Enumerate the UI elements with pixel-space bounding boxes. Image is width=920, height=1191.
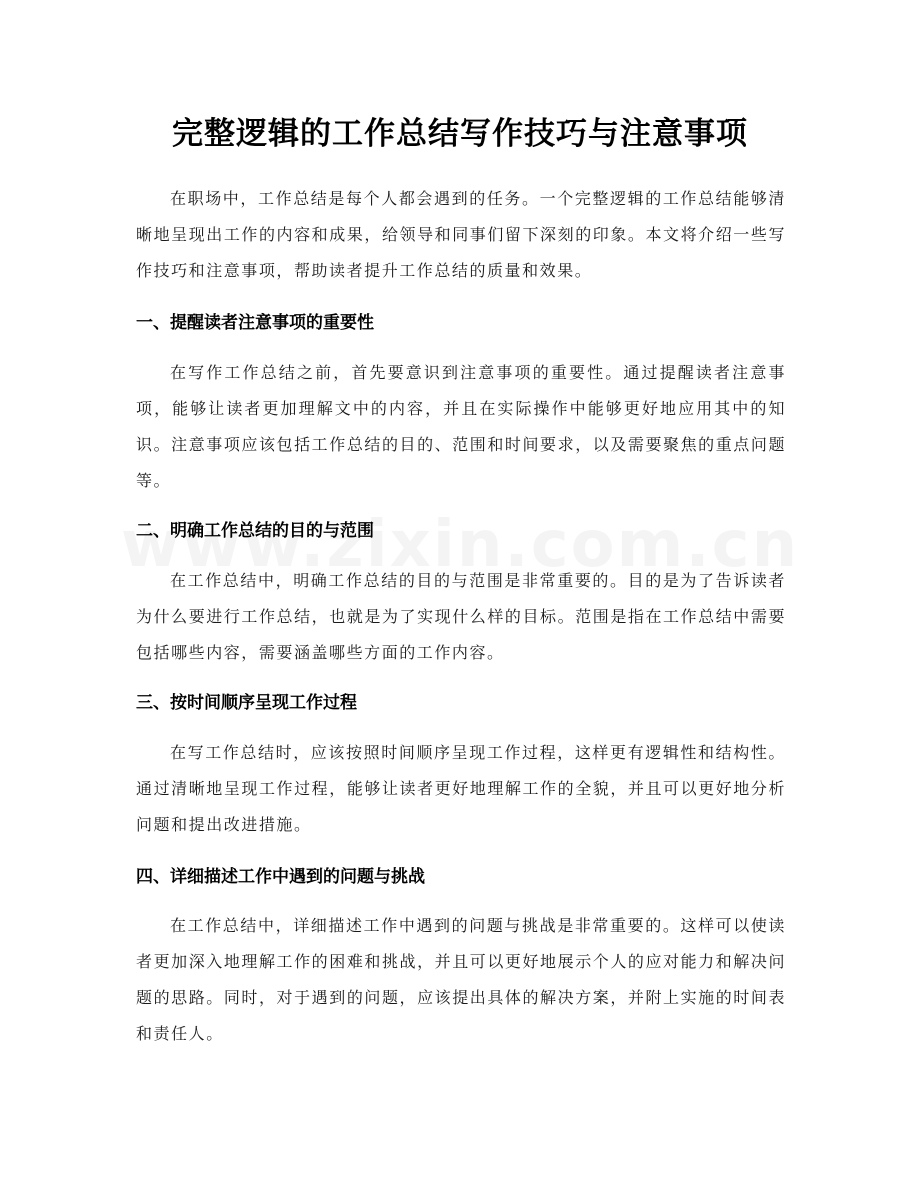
section-heading-3: 三、按时间顺序呈现工作过程 — [136, 693, 357, 713]
section-heading-4: 四、详细描述工作中遇到的问题与挑战 — [136, 867, 425, 887]
section-heading-1: 一、提醒读者注意事项的重要性 — [136, 313, 374, 333]
section-body-2: 在工作总结中，明确工作总结的目的与范围是非常重要的。目的是为了告诉读者为什么要进行工作总结，也就是为了实现什么样的目标。范围是指在工作总结中需要包括哪些内容，需要涵盖哪些方面的工作内容。 — [136, 571, 786, 662]
section-body-3: 在写工作总结时，应该按照时间顺序呈现工作过程，这样更有逻辑性和结构性。通过清晰地呈现工作过程，能够让读者更好地理解工作的全貌，并且可以更好地分析问题和提出改进措施。 — [136, 743, 786, 834]
section-heading-2: 二、明确工作总结的目的与范围 — [136, 521, 374, 541]
section-body-4: 在工作总结中，详细描述工作中遇到的问题与挑战是非常重要的。这样可以使读者更加深入地理解工作的困难和挑战，并且可以更好地展示个人的应对能力和解决问题的思路。同时，对于遇到的问题，应该提出具体的解决方案，并附上实施的时间表和责任人。 — [136, 916, 786, 1043]
section-body-1: 在写作工作总结之前，首先要意识到注意事项的重要性。通过提醒读者注意事项，能够让读者更加理解文中的内容，并且在实际操作中能够更好地应用其中的知识。注意事项应该包括工作总结的目的、范围和时间要求，以及需要聚焦的重点问题等。 — [136, 363, 786, 490]
intro-paragraph: 在职场中，工作总结是每个人都会遇到的任务。一个完整逻辑的工作总结能够清晰地呈现出工作的内容和成果，给领导和同事们留下深刻的印象。本文将介绍一些写作技巧和注意事项，帮助读者提升工作总结的质量和效果。 — [136, 189, 786, 280]
document-title: 完整逻辑的工作总结写作技巧与注意事项 — [172, 116, 748, 152]
